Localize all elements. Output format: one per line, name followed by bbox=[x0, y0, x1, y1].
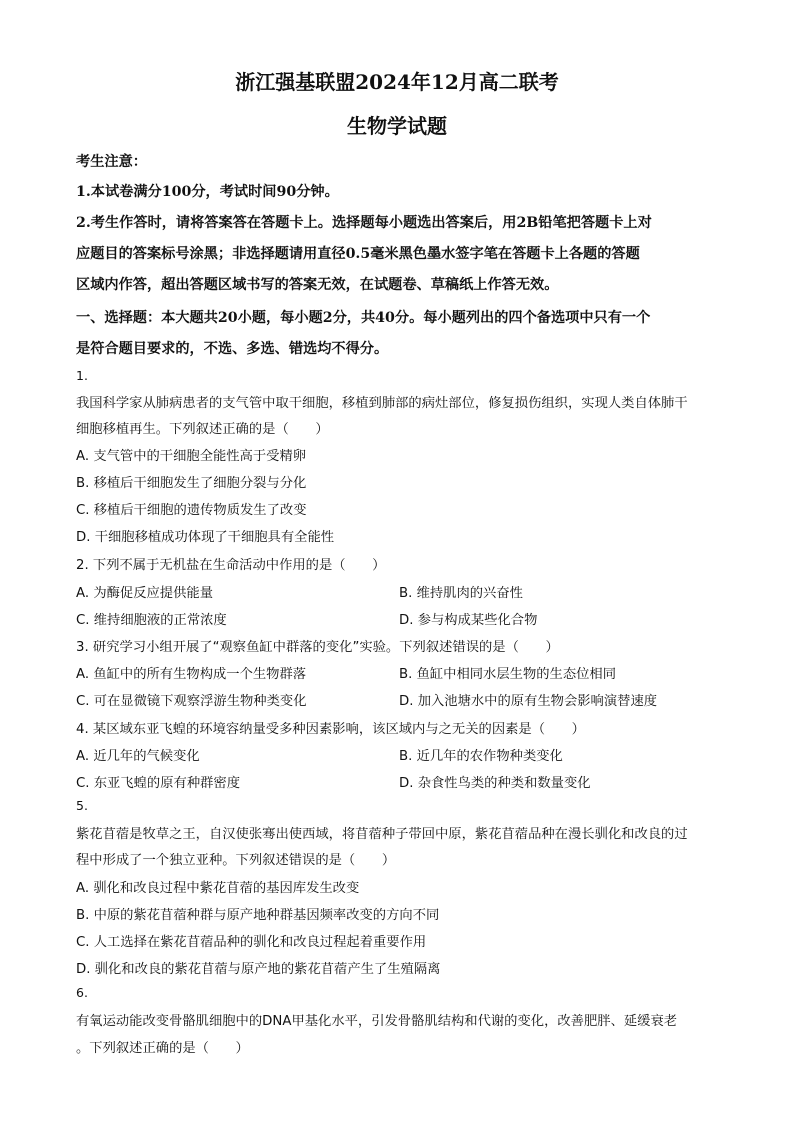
question-2-option-d: D. 参与构成某些化合物 bbox=[399, 613, 538, 628]
question-2-stem: 2. 下列不属于无机盐在生命活动中作用的是（ ） bbox=[76, 558, 386, 573]
question-6-stem-line-2: 。下列叙述正确的是（ ） bbox=[76, 1041, 249, 1056]
question-2-option-b: B. 维持肌肉的兴奋性 bbox=[399, 586, 523, 601]
notice-item-2-line-2: 应题目的答案标号涂黑；非选择题请用直径0.5毫米黑色墨水签字笔在答题卡上各题的答题 bbox=[76, 246, 640, 262]
question-5-option-b: B. 中原的紫花苜蓿种群与原产地种群基因频率改变的方向不同 bbox=[76, 908, 440, 923]
section-instruction-line-2: 是符合题目要求的，不选、多选、错选均不得分。 bbox=[76, 341, 389, 357]
question-3-option-c: C. 可在显微镜下观察浮游生物种类变化 bbox=[76, 694, 307, 709]
notice-heading: 考生注意： bbox=[76, 154, 147, 170]
question-6-stem-line-1: 有氧运动能改变骨骼肌细胞中的DNA甲基化水平，引发骨骼肌结构和代谢的变化，改善肥胖、延缓衰老 bbox=[76, 1014, 678, 1029]
question-1-option-a: A. 支气管中的干细胞全能性高于受精卵 bbox=[76, 449, 307, 464]
question-5-stem-line-1: 紫花苜蓿是牧草之王，自汉使张骞出使西域，将苜蓿种子带回中原，紫花苜蓿品种在漫长驯化和改良的过 bbox=[76, 827, 688, 842]
question-2-option-c: C. 维持细胞液的正常浓度 bbox=[76, 613, 227, 628]
question-5-option-a: A. 驯化和改良过程中紫花苜蓿的基因库发生改变 bbox=[76, 881, 360, 896]
exam-title: 浙江强基联盟2024年12月高二联考 bbox=[235, 70, 559, 94]
question-3-stem: 3. 研究学习小组开展了“观察鱼缸中群落的变化”实验。下列叙述错误的是（ ） bbox=[76, 640, 559, 655]
question-5-option-d: D. 驯化和改良的紫花苜蓿与原产地的紫花苜蓿产生了生殖隔离 bbox=[76, 962, 441, 977]
question-1-option-d: D. 干细胞移植成功体现了干细胞具有全能性 bbox=[76, 530, 335, 545]
notice-item-2-line-1: 2.考生作答时，请将答案答在答题卡上。选择题每小题选出答案后，用2B铅笔把答题卡上对 bbox=[76, 215, 652, 231]
exam-subtitle: 生物学试题 bbox=[347, 114, 447, 138]
question-4-option-d: D. 杂食性鸟类的种类和数量变化 bbox=[399, 776, 591, 791]
question-4-option-b: B. 近几年的农作物种类变化 bbox=[399, 749, 563, 764]
question-1-stem-line-2: 细胞移植再生。下列叙述正确的是（ ） bbox=[76, 422, 329, 437]
question-1-stem-line-1: 我国科学家从肺病患者的支气管中取干细胞，移植到肺部的病灶部位，修复损伤组织，实现人类自体肺干 bbox=[76, 396, 688, 411]
question-4-option-c: C. 东亚飞蝗的原有种群密度 bbox=[76, 776, 241, 791]
question-1-number: 1. bbox=[76, 368, 88, 383]
question-5-stem-line-2: 程中形成了一个独立亚种。下列叙述错误的是（ ） bbox=[76, 853, 396, 868]
question-3-option-b: B. 鱼缸中相同水层生物的生态位相同 bbox=[399, 667, 617, 682]
question-4-option-a: A. 近几年的气候变化 bbox=[76, 749, 200, 764]
section-instruction-line-1: 一、选择题：本大题共20小题，每小题2分，共40分。每小题列出的四个备选项中只有一个 bbox=[76, 310, 651, 326]
question-2-option-a: A. 为酶促反应提供能量 bbox=[76, 586, 213, 601]
question-5-number: 5. bbox=[76, 798, 88, 813]
question-6-number: 6. bbox=[76, 985, 88, 1000]
notice-item-2-line-3: 区域内作答，超出答题区域书写的答案无效，在试题卷、草稿纸上作答无效。 bbox=[76, 277, 559, 293]
question-1-option-c: C. 移植后干细胞的遗传物质发生了改变 bbox=[76, 503, 307, 518]
notice-item-1: 1.本试卷满分100分，考试时间90分钟。 bbox=[76, 184, 339, 200]
question-5-option-c: C. 人工选择在紫花苜蓿品种的驯化和改良过程起着重要作用 bbox=[76, 935, 427, 950]
question-1-option-b: B. 移植后干细胞发生了细胞分裂与分化 bbox=[76, 476, 307, 491]
question-3-option-a: A. 鱼缸中的所有生物构成一个生物群落 bbox=[76, 667, 307, 682]
question-4-stem: 4. 某区域东亚飞蝗的环境容纳量受多种因素影响，该区域内与之无关的因素是（ ） bbox=[76, 722, 585, 737]
question-3-option-d: D. 加入池塘水中的原有生物会影响演替速度 bbox=[399, 694, 658, 709]
